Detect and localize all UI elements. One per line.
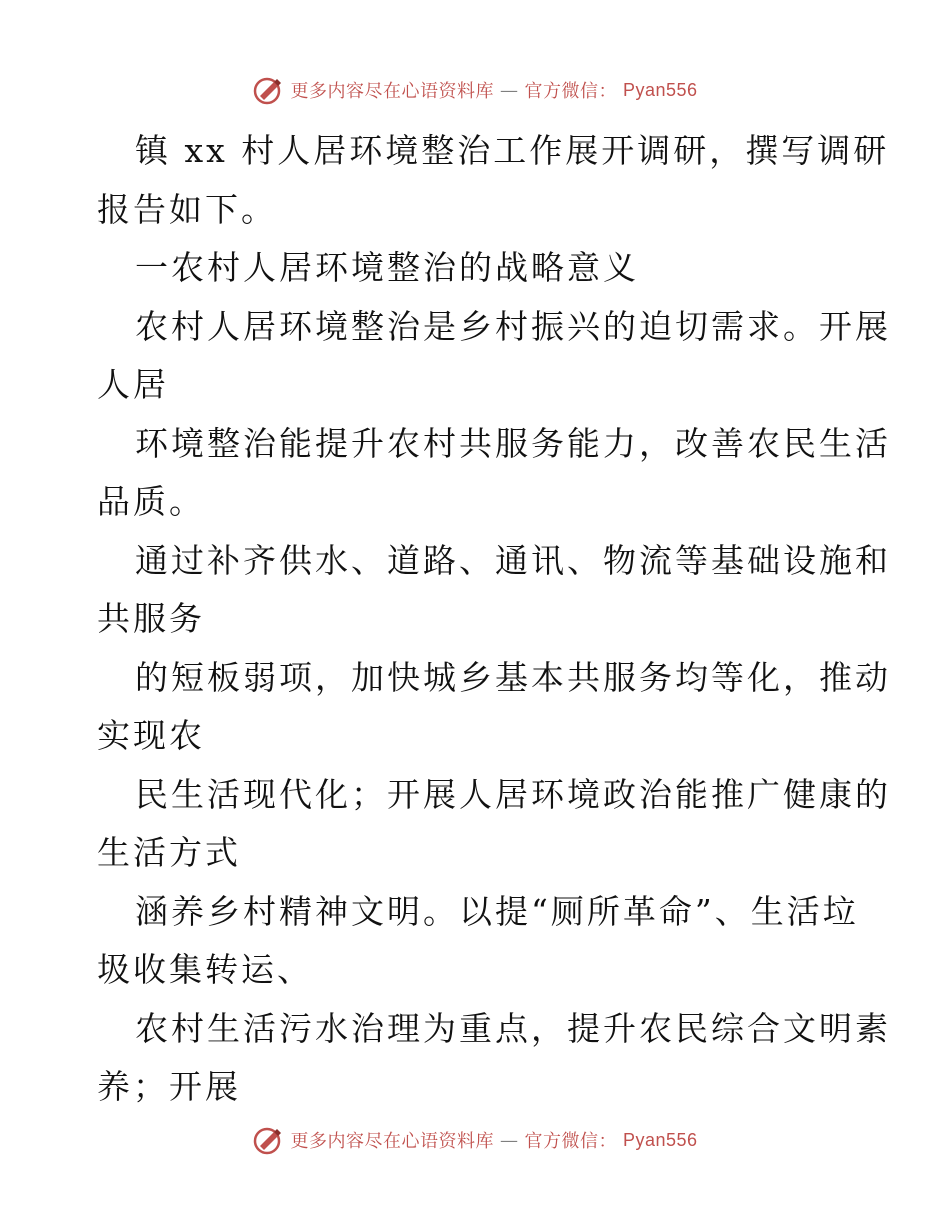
text-line: 涵养乡村精神文明。以提“厕所革命”、生活垃	[135, 891, 859, 931]
watermark-title: 更多内容尽在心语资料库	[290, 1131, 494, 1152]
text-line: 圾收集转运、	[97, 950, 313, 989]
watermark-wechat-label: 官方微信：	[524, 81, 617, 102]
text-line: 一农村人居环境整治的战略意义	[135, 248, 639, 287]
text-line: 民生活现代化；开展人居环境政治能推广健康的	[135, 774, 891, 814]
text-line: 养；开展	[97, 1067, 241, 1106]
text-line: 人居	[97, 365, 169, 404]
pen-logo-icon	[252, 1124, 284, 1156]
watermark-handle: Pyan556	[622, 79, 698, 100]
watermark-title: 更多内容尽在心语资料库	[290, 81, 494, 102]
pen-logo-icon	[252, 74, 284, 106]
text-line: 镇 xx 村人居环境整治工作展开调研，撰写调研	[135, 131, 890, 170]
text-line: 环境整治能提升农村共服务能力，改善农民生活	[135, 423, 891, 463]
watermark-handle: Pyan556	[622, 1129, 698, 1150]
watermark-separator: —	[499, 1129, 519, 1151]
document-body	[97, 122, 891, 1117]
text-line: 农村人居环境整治是乡村振兴的迫切需求。开展	[135, 306, 891, 346]
text-line: 农村生活污水治理为重点，提升农民综合文明素	[135, 1008, 891, 1048]
watermark-wechat-label: 官方微信：	[524, 1131, 617, 1152]
text-line: 报告如下。	[97, 189, 277, 229]
text-line: 实现农	[97, 716, 205, 755]
text-line: 的短板弱项，加快城乡基本共服务均等化，推动	[135, 657, 891, 697]
header-watermark	[0, 70, 950, 110]
text-line: 生活方式	[97, 833, 241, 872]
text-line: 共服务	[97, 599, 205, 638]
text-line: 通过补齐供水、道路、通讯、物流等基础设施和	[135, 540, 891, 580]
footer-watermark	[0, 1120, 950, 1160]
watermark-separator: —	[499, 79, 519, 101]
text-line: 品质。	[97, 482, 205, 521]
